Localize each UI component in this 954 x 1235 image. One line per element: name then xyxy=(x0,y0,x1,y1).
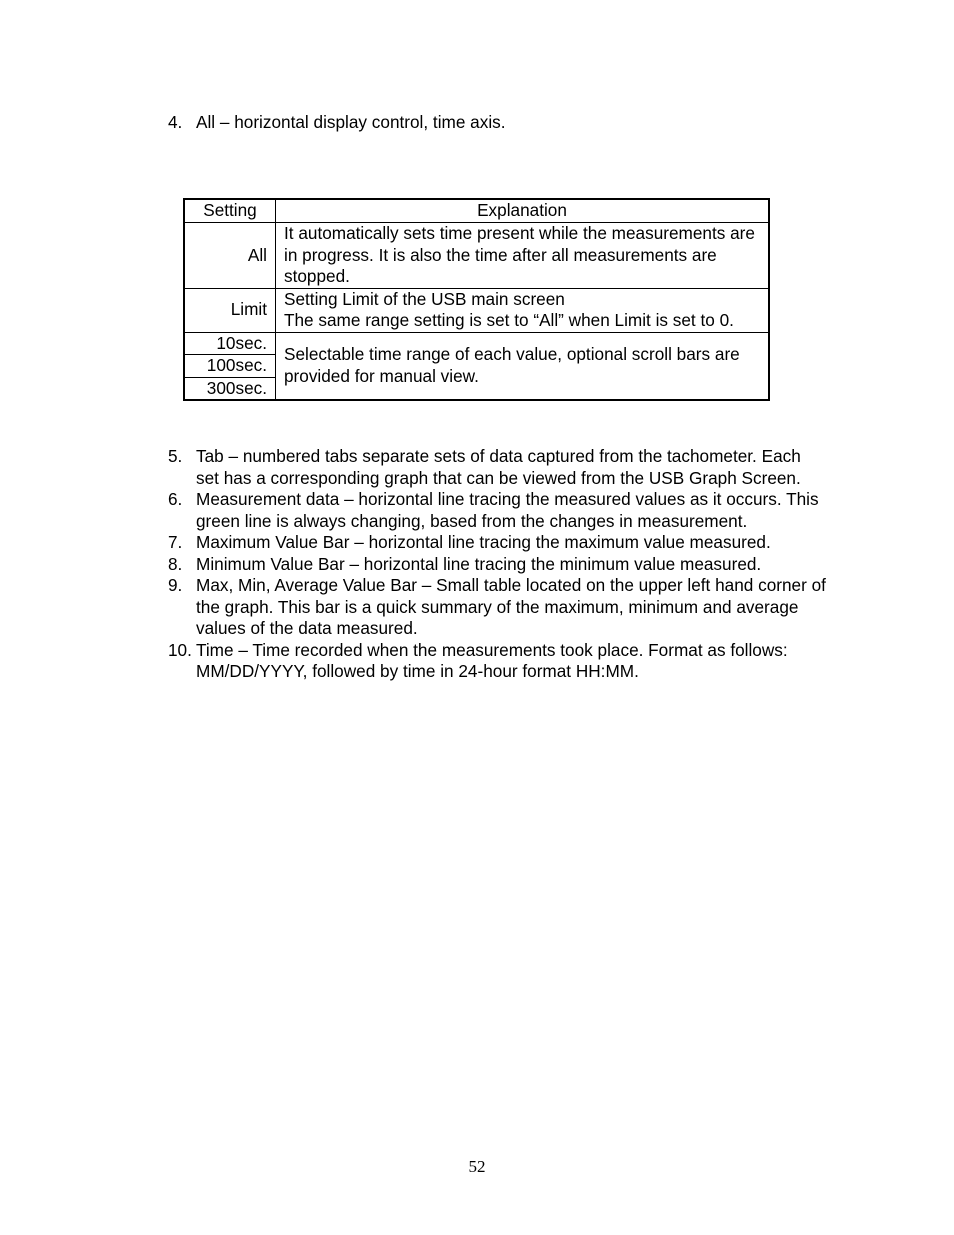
list-item xyxy=(168,446,828,489)
setting-10sec: 10sec. xyxy=(184,332,276,355)
setting-100sec: 100sec. xyxy=(184,355,276,378)
list-item xyxy=(168,532,828,554)
list-item-number: 6. xyxy=(168,489,183,509)
page-number: 52 xyxy=(468,1157,486,1176)
setting-300sec: 300sec. xyxy=(184,377,276,400)
header-setting: Setting xyxy=(184,199,276,223)
table-row xyxy=(184,288,769,332)
setting-limit: Limit xyxy=(184,288,276,332)
time-axis-settings-table xyxy=(183,198,770,401)
header-explanation: Explanation xyxy=(276,199,770,223)
table-header-row xyxy=(184,199,769,223)
list-item-text: Time – Time recorded when the measurements took place. Format as follows: MM/DD/YYYY, followed by time in 24-hour format HH:MM. xyxy=(196,639,788,681)
explanation-limit-line2: The same range setting is set to “All” when Limit is set to 0. xyxy=(284,310,734,330)
list-item-text: Minimum Value Bar – horizontal line tracing the minimum value measured. xyxy=(196,553,762,574)
list-item xyxy=(168,640,828,683)
explanation-time-range: Selectable time range of each value, optional scroll bars are provided for manual view. xyxy=(276,332,770,400)
list-item-number: 8. xyxy=(168,553,183,574)
list-item-text: Maximum Value Bar – horizontal line tracing the maximum value measured. xyxy=(196,532,771,552)
list-item xyxy=(168,489,828,532)
list-item xyxy=(168,554,828,576)
list-item-text: All – horizontal display control, time axis. xyxy=(196,112,506,132)
numbered-list xyxy=(168,446,828,683)
setting-all: All xyxy=(184,223,276,289)
table-row xyxy=(184,223,769,289)
list-item-number: 10. xyxy=(168,639,192,660)
list-item-text: Tab – numbered tabs separate sets of data captured from the tachometer. Each set has a corresponding graph that can be viewed from the USB Graph Screen. xyxy=(196,446,801,488)
explanation-all: It automatically sets time present while the measurements are in progress. It is also the time after all measurements are stopped. xyxy=(276,223,770,289)
list-item-text: Measurement data – horizontal line tracing the measured values as it occurs. This green line is always changing, based from the changes in measurement. xyxy=(196,489,819,531)
list-item-text: Max, Min, Average Value Bar – Small table located on the upper left hand corner of the graph. This bar is a quick summary of the maximum, minimum and average values of the data measured. xyxy=(196,575,826,638)
table-row xyxy=(184,332,769,355)
list-item-number: 5. xyxy=(168,446,183,466)
list-item-number: 7. xyxy=(168,532,183,552)
list-item-number: 4. xyxy=(168,112,183,132)
list-item-number: 9. xyxy=(168,575,183,595)
explanation-limit-line1: Setting Limit of the USB main screen xyxy=(284,288,565,309)
explanation-limit xyxy=(276,288,770,332)
list-item xyxy=(168,575,828,640)
